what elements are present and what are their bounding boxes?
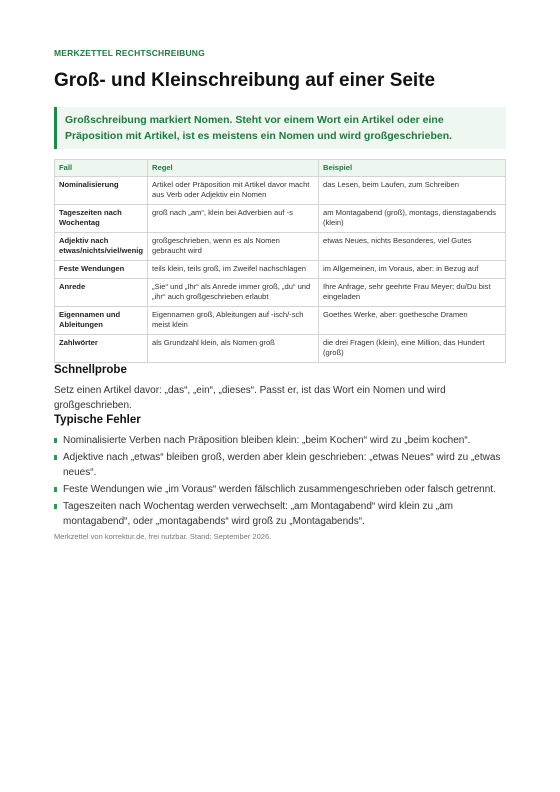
cell-rule: als Grundzahl klein, als Nomen groß (147, 335, 318, 363)
errors-list (54, 433, 506, 529)
section-heading-probe: Schnellprobe (54, 364, 127, 376)
table-header-row (55, 160, 506, 177)
section-heading-errors: Typische Fehler (54, 414, 141, 426)
cell-rule: Artikel oder Präposition mit Artikel davor macht aus Verb oder Adjektiv ein Nomen (147, 177, 318, 205)
cell-example: das Lesen, beim Laufen, zum Schreiben (318, 177, 505, 205)
header-fall: Fall (55, 160, 148, 177)
cell-example: Ihre Anfrage, sehr geehrte Frau Meyer; du/Du bist eingeladen (318, 279, 505, 307)
cell-case: Feste Wendungen (55, 261, 148, 279)
list-item (54, 482, 506, 497)
cell-case: Adjektiv nach etwas/nichts/viel/wenig (55, 233, 148, 261)
list-item (54, 450, 506, 480)
cell-rule: großgeschrieben, wenn es als Nomen gebraucht wird (147, 233, 318, 261)
header-regel: Regel (147, 160, 318, 177)
cell-rule: Eigennamen groß, Ableitungen auf -isch/-sch meist klein (147, 307, 318, 335)
bullet-marker (54, 438, 57, 443)
cell-example: im Allgemeinen, im Voraus, aber: in Bezug auf (318, 261, 505, 279)
list-item (54, 499, 506, 529)
list-item-text: Tageszeiten nach Wochentag werden verwechselt: „am Montagabend“ wird klein zu „am montagabend“, oder „montagabends“ wird groß zu „Montagabends“. (63, 501, 454, 527)
footer-note: Merkzettel von korrektur.de, frei nutzbar. Stand: September 2026. (54, 532, 272, 541)
cell-example: am Montagabend (groß), montags, dienstagabends (klein) (318, 205, 505, 233)
list-item-text: Nominalisierte Verben nach Präposition bleiben klein: „beim Kochen“ wird zu „beim kochen“. (63, 435, 471, 446)
list-item-text: Adjektive nach „etwas“ bleiben groß, werden aber klein geschrieben: „etwas Neues“ wird zu „etwas neues“. (63, 452, 501, 478)
cell-example: die drei Fragen (klein), eine Million, das Hundert (groß) (318, 335, 505, 363)
cell-case: Zahlwörter (55, 335, 148, 363)
list-item (54, 433, 506, 448)
cell-rule: groß nach „am“, klein bei Adverbien auf -s (147, 205, 318, 233)
cell-rule: „Sie“ und „Ihr“ als Anrede immer groß, „du“ und „ihr“ auch großgeschrieben erlaubt (147, 279, 318, 307)
cell-case: Eigennamen und Ableitungen (55, 307, 148, 335)
bullet-marker (54, 504, 57, 509)
table-row (55, 233, 506, 261)
cell-case: Tageszeiten nach Wochentag (55, 205, 148, 233)
kicker: MERKZETTEL RECHTSCHREIBUNG (54, 48, 205, 58)
table-row (55, 307, 506, 335)
cell-rule: teils klein, teils groß, im Zweifel nachschlagen (147, 261, 318, 279)
table-row (55, 177, 506, 205)
probe-paragraph: Setz einen Artikel davor: „das“, „ein“, „dieses“. Passt er, ist das Wort ein Nomen und wird großgeschrieben. (54, 385, 446, 411)
cell-example: etwas Neues, nichts Besonderes, viel Gutes (318, 233, 505, 261)
table-row (55, 335, 506, 363)
cell-example: Goethes Werke, aber: goethesche Dramen (318, 307, 505, 335)
rules-table (54, 159, 506, 363)
header-beispiel: Beispiel (318, 160, 505, 177)
cell-case: Nominalisierung (55, 177, 148, 205)
table-row (55, 205, 506, 233)
callout-box: Großschreibung markiert Nomen. Steht vor einem Wort ein Artikel oder eine Präposition mit Artikel, ist es meistens ein Nomen und wird großgeschrieben. (54, 107, 506, 149)
table-row (55, 279, 506, 307)
list-item-text: Feste Wendungen wie „im Voraus“ werden fälschlich zusammengeschrieben oder falsch getrennt. (63, 484, 496, 495)
bullet-marker (54, 487, 57, 492)
bullet-marker (54, 455, 57, 460)
table-row (55, 261, 506, 279)
cell-case: Anrede (55, 279, 148, 307)
page-title: Groß- und Kleinschreibung auf einer Seite (54, 70, 436, 91)
